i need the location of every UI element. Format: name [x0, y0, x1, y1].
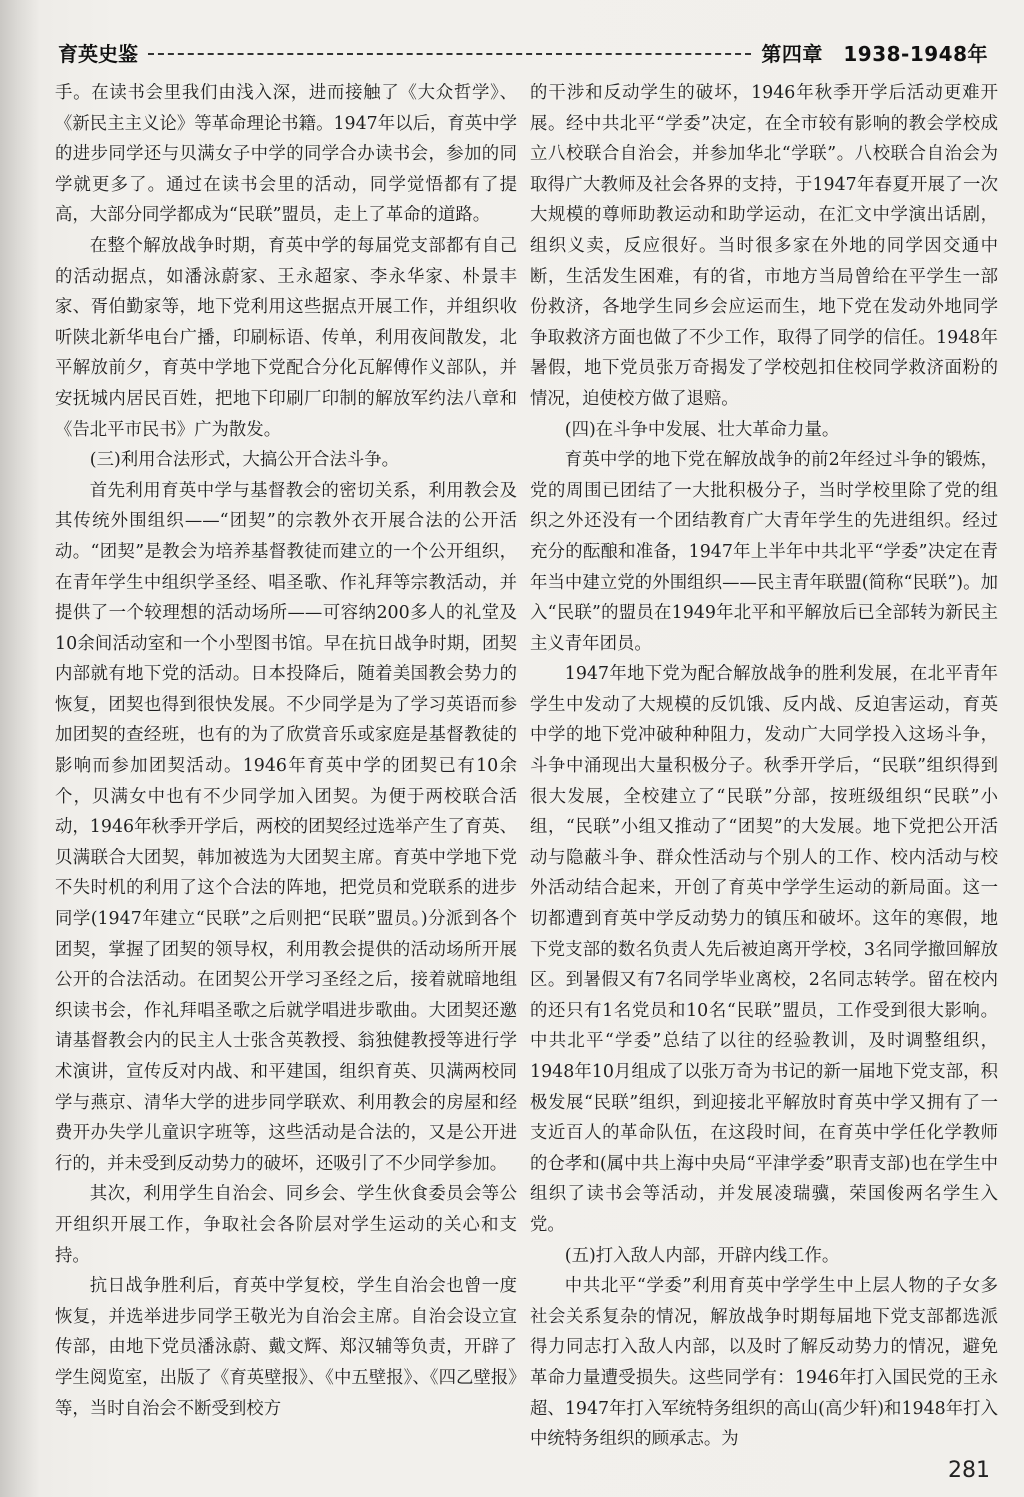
paragraph: 中共北平“学委”利用育英中学学生中上层人物的子女多社会关系复杂的情况，解放战争时期每届地下党支部都选派得力同志打入敌人内部，以及时了解反动势力的情况，避免革命力量遭受损失。这些同学有：1946年打入国民党的王永超、1947年打入军统特务组织的高山(高少轩)和1948年打入中统特务组织的顾承志。为 [530, 1276, 998, 1450]
paragraph: 的干涉和反动学生的破坏，1946年秋季开学后活动更难开展。经中共北平“学委”决定，在全市较有影响的教会学校成立八校联合自治会，并参加华北“学联”。八校联合自治会为取得广大教师及社会各界的支持，于1947年春夏开展了一次大规模的尊师助教运动和助学运动，在汇文中学演出话剧，组织义卖，反应很好。当时很多家在外地的同学因交通中断，生活发生困难，有的省，市地方当局曾给在平学生一部份救济，各地学生同乡会应运而生，地下党在发动外地同学争取救济方面也做了不少工作，取得了同学的信任。1948年暑假，地下党员张万奇揭发了学校剋扣住校同学救济面粉的情况，迫使校方做了退赔。 [530, 83, 998, 409]
right-column [530, 78, 998, 1455]
paragraph: 在整个解放战争时期，育英中学的每届党支部都有自己的活动据点，如潘泳蔚家、王永超家、李永华家、朴景丰家、胥伯勤家等，地下党利用这些据点开展工作，并组织收听陕北新华电台广播，印刷标语、传单，利用夜间散发，北平解放前夕，育英中学地下党配合分化瓦解傅作义部队，并安抚城内居民百姓，把地下印刷厂印制的解放军约法八章和《告北平市民书》广为散发。 [55, 235, 517, 440]
paragraph: 1947年地下党为配合解放战争的胜利发展，在北平青年学生中发动了大规模的反饥饿、反内战、反迫害运动，育英中学的地下党冲破种种阻力，发动广大同学投入这场斗争，斗争中涌现出大量积极分子。秋季开学后，“民联”组织得到很大发展，全校建立了“民联”分部，按班级组织“民联”小组，“民联”小组又推动了“团契”的大发展。地下党把公开活动与隐蔽斗争、群众性活动与个别人的工作、校内活动与校外活动结合起来，开创了育英中学学生运动的新局面。这一切都遭到育英中学反动势力的镇压和破坏。这年的寒假，地下党支部的数名负责人先后被迫离开学校，3名同学撤回解放区。到暑假又有7名同学毕业离校，2名同志转学。留在校内的还只有1名党员和10名“民联”盟员，工作受到很大影响。中共北平“学委”总结了以往的经验教训，及时调整组织，1948年10月组成了以张万奇为书记的新一届地下党支部，积极发展“民联”组织，到迎接北平解放时育英中学又拥有了一支近百人的革命队伍，在这段时间，在育英中学任化学教师的仓孝和(属中共上海中央局“平津学委”职青支部)也在学生中组织了读书会等活动，并发展凌瑞骥，荣国俊两名学生入党。 [530, 664, 998, 1235]
header-dashed-rule [148, 53, 751, 55]
paragraph: 手。在读书会里我们由浅入深，进而接触了《大众哲学》、《新民主主义论》等革命理论书籍。1947年以后，育英中学的进步同学还与贝满女子中学的同学合办读书会，参加的同学就更多了。通过在读书会里的活动，同学觉悟都有了提高，大部分同学都成为“民联”盟员，走上了革命的道路。 [55, 83, 517, 226]
paragraph: 育英中学的地下党在解放战争的前2年经过斗争的锻炼，党的周围已团结了一大批积极分子，当时学校里除了党的组织之外还没有一个团结教育广大青年学生的先进组织。经过充分的酝酿和准备，1947年上半年中共北平“学委”决定在青年当中建立党的外围组织——民主青年联盟(简称“民联”)。加入“民联”的盟员在1949年北平和平解放后已全部转为新民主主义青年团员。 [530, 450, 998, 654]
left-column [55, 78, 517, 1424]
running-header [58, 34, 988, 70]
section-heading: (四)在斗争中发展、壮大革命力量。 [564, 419, 840, 440]
paragraph: 其次，利用学生自治会、同乡会、学生伙食委员会等公开组织开展工作，争取社会各阶层对学生运动的关心和支持。 [55, 1184, 517, 1266]
paragraph: 抗日战争胜利后，育英中学复校，学生自治会也曾一度恢复，并选举进步同学王敬光为自治会主席。自治会设立宣传部，由地下党员潘泳蔚、戴文辉、郑汉辅等负责，开辟了学生阅览室，出版了《育英壁报》、《中五壁报》、《四乙壁报》等，当时自治会不断受到校方 [55, 1276, 517, 1419]
section-heading: (五)打入敌人内部，开辟内线工作。 [564, 1245, 840, 1266]
paragraph: 首先利用育英中学与基督教会的密切关系，利用教会及其传统外围组织——“团契”的宗教外衣开展合法的公开活动。“团契”是教会为培养基督教徒而建立的一个公开组织，在青年学生中组织学圣经、唱圣歌、作礼拜等宗教活动，并提供了一个较理想的活动场所——可容纳200多人的礼堂及10余间活动室和一个小型图书馆。早在抗日战争时期，团契内部就有地下党的活动。日本投降后，随着美国教会势力的恢复，团契也得到很快发展。不少同学是为了学习英语而参加团契的查经班，也有的为了欣赏音乐或家庭是基督教徒的影响而参加团契活动。1946年育英中学的团契已有10余个，贝满女中也有不少同学加入团契。为便于两校联合活动，1946年秋季开学后，两校的团契经过选举产生了育英、贝满联合大团契，韩加被选为大团契主席。育英中学地下党不失时机的利用了这个合法的阵地，把党员和党联系的进步同学(1947年建立“民联”之后则把“民联”盟员。)分派到各个团契，掌握了团契的领导权，利用教会提供的活动场所开展公开的合法活动。在团契公开学习圣经之后，接着就暗地组织读书会，作礼拜唱圣歌之后就学唱进步歌曲。大团契还邀请基督教会内的民主人士张含英教授、翁独健教授等进行学术演讲，宣传反对内战、和平建国，组织育英、贝满两校同学与燕京、清华大学的进步同学联欢、利用教会的房屋和经费开办失学儿童识字班等，这些活动是合法的，又是公开进行的，并未受到反动势力的破坏，还吸引了不少同学参加。 [55, 480, 517, 1174]
book-title: 育英史鉴 [58, 41, 138, 66]
section-heading: (三)利用合法形式，大搞公开合法斗争。 [89, 450, 400, 471]
chapter-title: 第四章 1938-1948年 [761, 41, 988, 66]
page-number: 281 [948, 1458, 990, 1483]
